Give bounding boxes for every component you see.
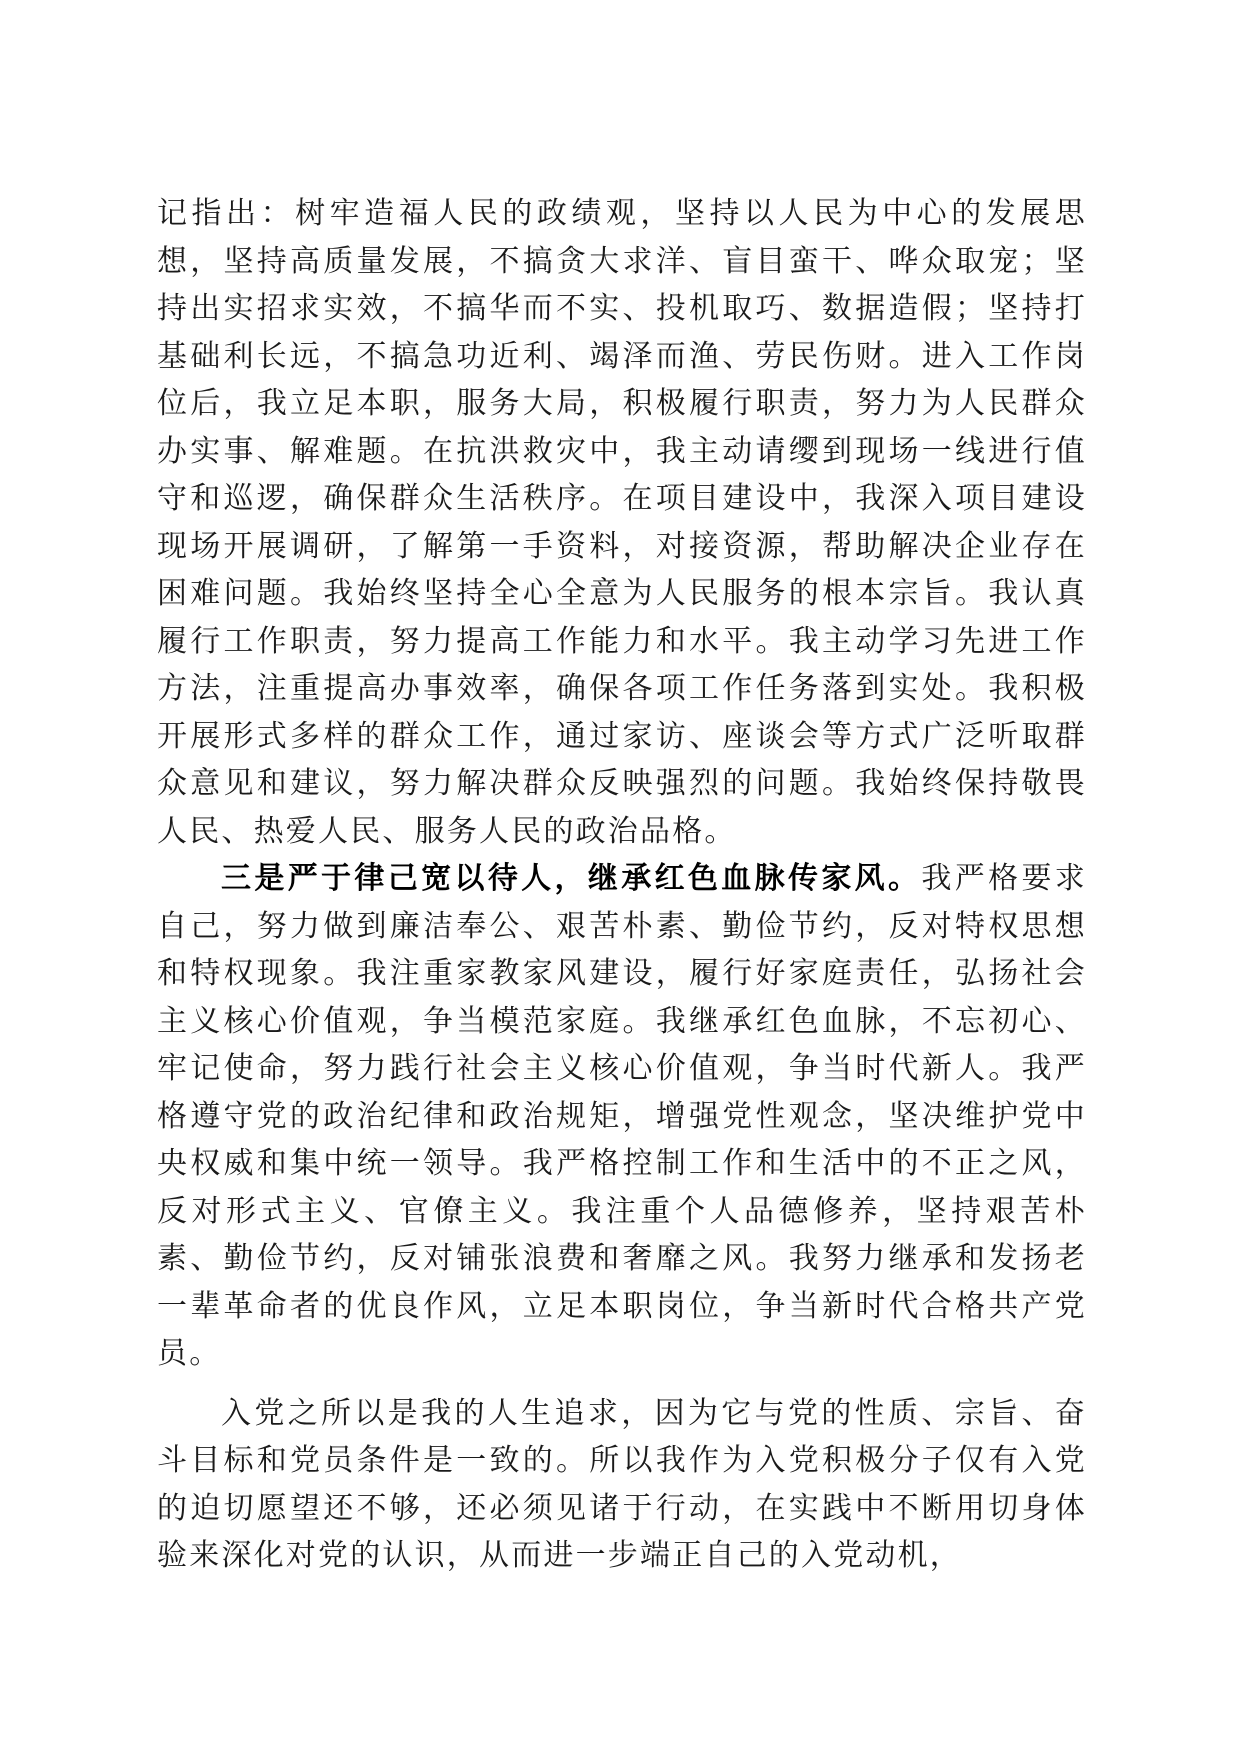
paragraph-motivation [157, 1390, 1087, 1580]
document-body [157, 190, 1087, 1580]
paragraph-continued [157, 190, 1087, 855]
paragraph-text: 入党之所以是我的人生追求，因为它与党的性质、宗旨、奋斗目标和党员条件是一致的。所以我作为入党积极分子仅有入党的迫切愿望还不够，还必须见诸于行动，在实践中不断用切身体验来深化对党的认识，从而进一步端正自己的入党动机， [157, 1395, 1087, 1573]
paragraph-text: 我严格要求自己，努力做到廉洁奉公、艰苦朴素、勤俭节约，反对特权思想和特权现象。我注重家教家风建设，履行好家庭责任，弘扬社会主义核心价值观，争当模范家庭。我继承红色血脉，不忘初心、牢记使命，努力践行社会主义核心价值观，争当时代新人。我严格遵守党的政治纪律和政治规矩，增强党性观念，坚决维护党中央权威和集中统一领导。我严格控制工作和生活中的不正之风，反对形式主义、官僚主义。我注重个人品德修养，坚持艰苦朴素、勤俭节约，反对铺张浪费和奢靡之风。我努力继承和发扬老一辈革命者的优良作风，立足本职岗位，争当新时代合格共产党员。 [157, 861, 1087, 1371]
section-heading-lead: 三是严于律己宽以待人，继承红色血脉传家风。 [221, 861, 922, 896]
paragraph-section-three [157, 855, 1087, 1378]
paragraph-text: 记指出：树牢造福人民的政绩观，坚持以人民为中心的发展思想，坚持高质量发展，不搞贪大求洋、盲目蛮干、哗众取宠；坚持出实招求实效，不搞华而不实、投机取巧、数据造假；坚持打基础利长远，不搞急功近利、竭泽而渔、劳民伤财。进入工作岗位后，我立足本职，服务大局，积极履行职责，努力为人民群众办实事、解难题。在抗洪救灾中，我主动请缨到现场一线进行值守和巡逻，确保群众生活秩序。在项目建设中，我深入项目建设现场开展调研，了解第一手资料，对接资源，帮助解决企业存在困难问题。我始终坚持全心全意为人民服务的根本宗旨。我认真履行工作职责，努力提高工作能力和水平。我主动学习先进工作方法，注重提高办事效率，确保各项工作任务落到实处。我积极开展形式多样的群众工作，通过家访、座谈会等方式广泛听取群众意见和建议，努力解决群众反映强烈的问题。我始终保持敬畏人民、热爱人民、服务人民的政治品格。 [157, 196, 1087, 849]
